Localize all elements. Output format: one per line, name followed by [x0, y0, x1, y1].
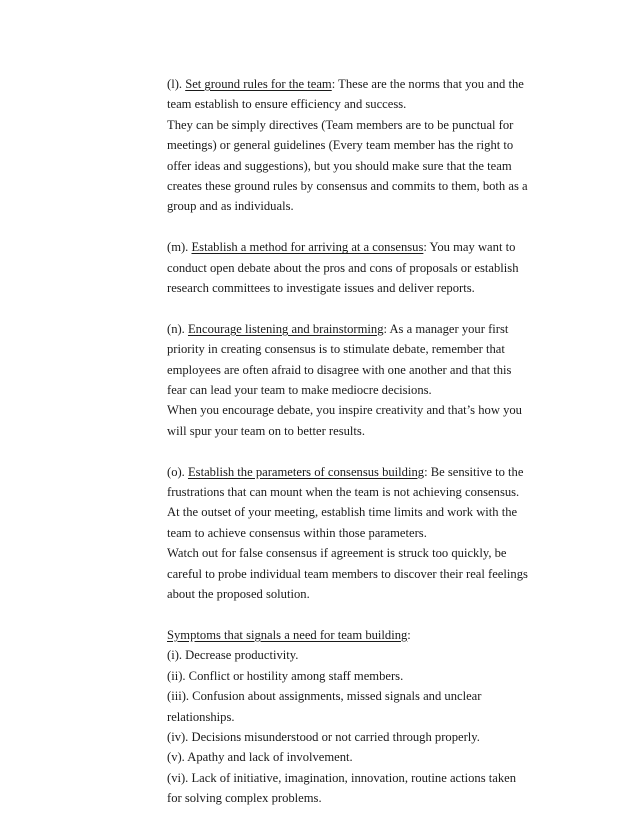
section-l	[167, 74, 567, 217]
symptoms-sep: :	[407, 627, 411, 642]
section-l-first-rest: These are the norms that you and the	[335, 77, 524, 91]
section-l-line: offer ideas and suggestions), but you should make sure that the team	[167, 158, 512, 173]
section-m-first-rest: You may want to	[426, 240, 516, 255]
section-n-first-rest: As a manager your first	[387, 321, 509, 336]
section-m-prefix: (m).	[167, 240, 192, 255]
section-o-line: At the outset of your meeting, establish time limits and work with the	[167, 505, 518, 520]
symptom-item: (ii). Conflict or hostility among staff members.	[167, 668, 404, 683]
symptoms-section	[167, 625, 567, 809]
section-n-line: priority in creating consensus is to stimulate debate, remember that	[167, 342, 505, 357]
symptom-item: (i). Decrease productivity.	[167, 648, 299, 663]
section-m-heading: Establish a method for arriving at a consensus	[191, 240, 424, 255]
section-n-first-line	[167, 319, 567, 339]
section-l-line: team establish to ensure efficiency and success.	[167, 97, 407, 112]
section-l-sep: :	[331, 77, 336, 91]
section-l-heading: Set ground rules for the team	[185, 77, 332, 91]
section-o-line: Watch out for false consensus if agreement is struck too quickly, be	[167, 546, 507, 561]
section-n-prefix: (n).	[167, 321, 188, 336]
symptoms-heading-line	[167, 625, 567, 645]
section-n-sep: :	[383, 321, 387, 336]
section-o	[167, 462, 567, 605]
symptom-item: relationships.	[167, 709, 235, 724]
section-l-prefix: (l).	[167, 77, 186, 91]
symptom-item: (iv). Decisions misunderstood or not carried through properly.	[167, 729, 480, 744]
section-o-heading: Establish the parameters of consensus building	[187, 464, 425, 479]
section-n-line: When you encourage debate, you inspire creativity and that’s how you	[167, 403, 522, 418]
section-o-prefix: (o).	[167, 464, 188, 479]
symptom-item: for solving complex problems.	[167, 791, 322, 806]
symptom-item: (iii). Confusion about assignments, missed signals and unclear	[167, 689, 482, 704]
section-l-line: group and as individuals.	[167, 199, 294, 214]
section-l-line: They can be simply directives (Team members are to be punctual for	[167, 117, 514, 132]
section-o-first-rest: Be sensitive to the	[427, 464, 524, 479]
section-o-line: careful to probe individual team members to discover their real feelings	[167, 566, 528, 581]
section-n	[167, 319, 567, 441]
section-o-first-line	[167, 462, 567, 482]
section-o-line: frustrations that can mount when the team is not achieving consensus.	[167, 485, 520, 500]
document-page	[167, 74, 567, 829]
section-o-sep: :	[424, 464, 428, 479]
section-l-line: meetings) or general guidelines (Every team member has the right to	[167, 138, 514, 153]
symptoms-list	[167, 645, 567, 808]
section-m-line: research committees to investigate issues and deliver reports.	[167, 281, 475, 296]
symptoms-heading: Symptoms that signals a need for team building	[167, 627, 408, 642]
section-l-first-line	[167, 74, 567, 94]
section-l-line: creates these ground rules by consensus and commits to them, both as a	[167, 179, 528, 194]
section-m	[167, 237, 567, 298]
section-o-line: team to achieve consensus within those parameters.	[167, 525, 427, 540]
section-n-heading: Encourage listening and brainstorming	[187, 321, 384, 336]
symptom-item: (vi). Lack of initiative, imagination, innovation, routine actions taken	[167, 770, 517, 785]
section-n-line: will spur your team on to better results.	[167, 423, 365, 438]
section-n-line: employees are often afraid to disagree with one another and that this	[167, 362, 512, 377]
section-m-first-line	[167, 237, 567, 257]
section-m-line: conduct open debate about the pros and cons of proposals or establish	[167, 260, 519, 275]
section-n-line: fear can lead your team to make mediocre decisions.	[167, 383, 432, 398]
section-o-line: about the proposed solution.	[167, 587, 310, 602]
symptom-item: (v). Apathy and lack of involvement.	[167, 750, 353, 765]
section-m-sep: :	[423, 240, 427, 255]
